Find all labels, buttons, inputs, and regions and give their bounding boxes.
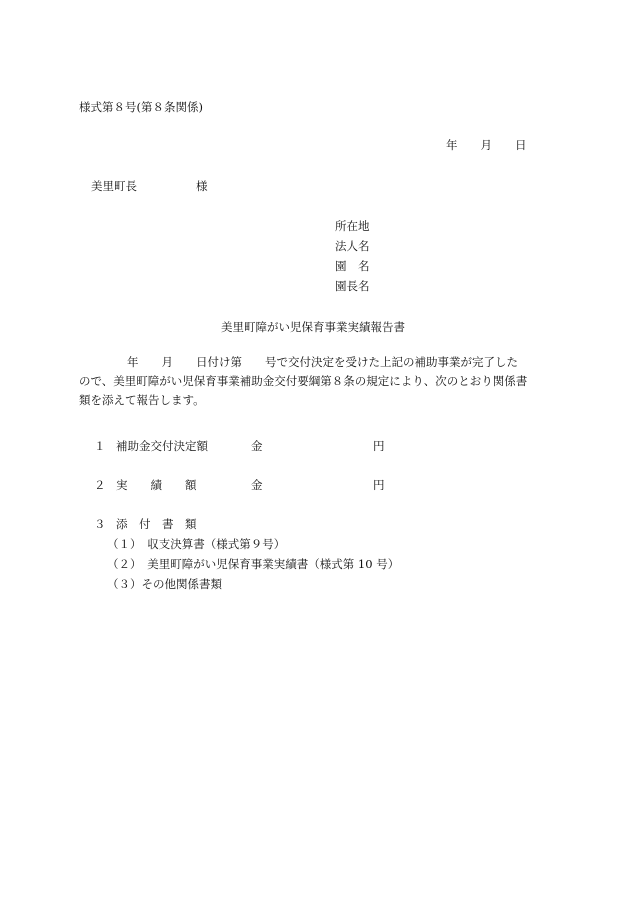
item-1-label: 補助金交付決定額 bbox=[116, 439, 208, 453]
address-label: 所在地 bbox=[335, 219, 370, 233]
item-2-currency-prefix: 金 bbox=[251, 478, 263, 492]
item-2-number: ２ bbox=[94, 478, 106, 492]
attachment-item-1: （１） 収支決算書（様式第９号） bbox=[107, 537, 286, 551]
attachment-item-2: （２） 美里町障がい児保育事業実績書（様式第 10 号） bbox=[107, 557, 400, 571]
body-line-3: 類を添えて報告します。 bbox=[79, 393, 205, 407]
body-paragraph bbox=[79, 353, 553, 410]
item-2-label: 実 績 額 bbox=[116, 478, 197, 492]
attachment-item-3: （３）その他関係書類 bbox=[107, 577, 222, 591]
addressee-honorific: 様 bbox=[196, 179, 208, 193]
attachments-heading: 添 付 書 類 bbox=[116, 517, 197, 531]
attachments-number: ３ bbox=[94, 517, 106, 531]
body-line-2: ので、美里町障がい児保育事業補助金交付要綱第８条の規定により、次のとおり関係書 bbox=[79, 374, 528, 388]
kindergarten-label: 園 名 bbox=[335, 259, 370, 273]
item-2-currency-suffix: 円 bbox=[373, 478, 385, 492]
document-title: 美里町障がい児保育事業実績報告書 bbox=[221, 320, 405, 334]
date-line: 年 月 日 bbox=[446, 138, 527, 152]
item-1-currency-suffix: 円 bbox=[373, 439, 385, 453]
item-1-currency-prefix: 金 bbox=[251, 439, 263, 453]
form-number: 様式第８号(第８条関係) bbox=[79, 100, 203, 114]
addressee-name: 美里町長 bbox=[91, 179, 137, 193]
director-label: 園長名 bbox=[335, 279, 370, 293]
body-line-1: 年 月 日付け第 号で交付決定を受けた上記の補助事業が完了した bbox=[127, 355, 518, 369]
corporation-label: 法人名 bbox=[335, 239, 370, 253]
item-1-number: １ bbox=[94, 439, 106, 453]
